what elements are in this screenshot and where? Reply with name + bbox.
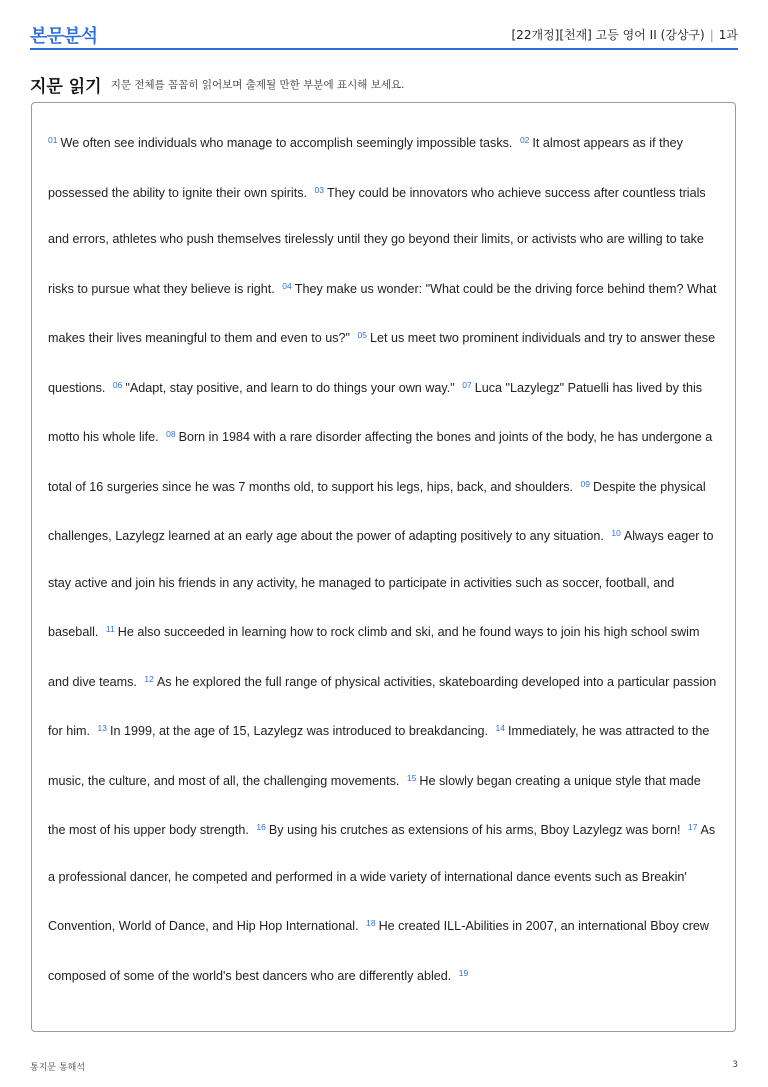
sentence-number: 13 [97, 723, 107, 733]
section-title: 지문 읽기 [30, 77, 102, 97]
sentence-number: 02 [519, 135, 530, 145]
sentence-number: 07 [462, 379, 472, 390]
sentence: As he explored the full range of physical activities, skateboarding developed into a particular passion for him. [48, 674, 717, 738]
sentence-number: 04 [282, 280, 292, 291]
section-instruction: 지문 전체를 꼼꼼히 읽어보며 출제될 만한 부분에 표시해 보세요. [110, 79, 405, 91]
page-number: 3 [732, 1060, 738, 1070]
course-info [512, 26, 739, 43]
sentence: Born in 1984 with a rare disorder affecting the bones and joints of the body, he has undergone a total of 16 surgeries since he was 7 months old, to support his legs, hips, back, and shoulders. [48, 430, 713, 494]
sentence: In 1999, at the age of 15, Lazylegz was introduced to breakdancing. [109, 724, 489, 738]
sentence: Despite the physical challenges, Lazylegz learned at an early age about the power of adapting positively to any situation. [48, 479, 706, 543]
sentence: "Adapt, stay positive, and learn to do things your own way." [125, 380, 455, 395]
sentence-number: 14 [495, 723, 506, 733]
sentence-number: 08 [166, 429, 176, 439]
sentence: Luca "Lazylegz" Patuelli has lived by this motto his whole life. [48, 380, 703, 444]
sentence-number: 05 [357, 330, 367, 340]
sentence-number: 19 [458, 967, 469, 978]
sentence-number: 15 [406, 772, 417, 783]
sentence-number: 06 [112, 379, 123, 390]
passage-text [48, 117, 721, 999]
sentence-number: 11 [105, 624, 115, 634]
sentence: Let us meet two prominent individuals and try to answer these questions. [48, 331, 716, 395]
sentence-number: 03 [314, 184, 324, 195]
header-separator: | [709, 28, 714, 42]
lesson-label: 1과 [718, 28, 738, 42]
sentence-number: 18 [366, 918, 376, 928]
sentence: We often see individuals who manage to accomplish seemingly impossible tasks. [60, 136, 513, 150]
sentence: They could be innovators who achieve success after countless trials and errors, athletes who push themselves tirelessly until they go beyond their limits, or activists who are willing to take risks to pursue what they believe is right. [48, 185, 706, 296]
sentence-number: 17 [687, 822, 698, 832]
sentence-number: 10 [611, 528, 621, 538]
sentence-number: 01 [48, 135, 58, 145]
passage-box [31, 102, 736, 1032]
sentence: He created ILL-Abilities in 2007, an international Bboy crew composed of some of the world's best dancers who are differently abled. [48, 919, 710, 983]
sentence-number: 09 [580, 478, 591, 489]
footer-label: 통지문 통해석 [30, 1063, 86, 1073]
sentence-number: 12 [144, 673, 154, 684]
sentence: It almost appears as if they possessed the ability to ignite their own spirits. [48, 136, 683, 200]
sentence: He slowly began creating a unique style that made the most of his upper body strength. [48, 773, 701, 837]
sentence: As a professional dancer, he competed and performed in a wide variety of international dance events such as Breakin' Convention, World of Dance, and Hip Hop International. [48, 823, 716, 933]
sentence-number: 16 [256, 822, 266, 832]
brand-title: 본문분석 [30, 26, 98, 47]
sentence: By using his crutches as extensions of his arms, Bboy Lazylegz was born! [268, 823, 681, 837]
course-title: [22개정][천재] 고등 영어 II (강상구) [511, 28, 705, 42]
page-header [30, 20, 738, 50]
sentence: Always eager to stay active and join his friends in any activity, he managed to participate in activities such as soccer, football, and baseball. [48, 529, 714, 639]
section-heading [30, 72, 738, 97]
sentence: Immediately, he was attracted to the music, the culture, and most of all, the challenging movements. [48, 724, 710, 788]
sentence: He also succeeded in learning how to rock climb and ski, and he found ways to join his high school swim and dive teams. [48, 625, 700, 689]
sentence: They make us wonder: "What could be the driving force behind them? What makes their lives meaningful to them and even to us?" [48, 281, 717, 345]
